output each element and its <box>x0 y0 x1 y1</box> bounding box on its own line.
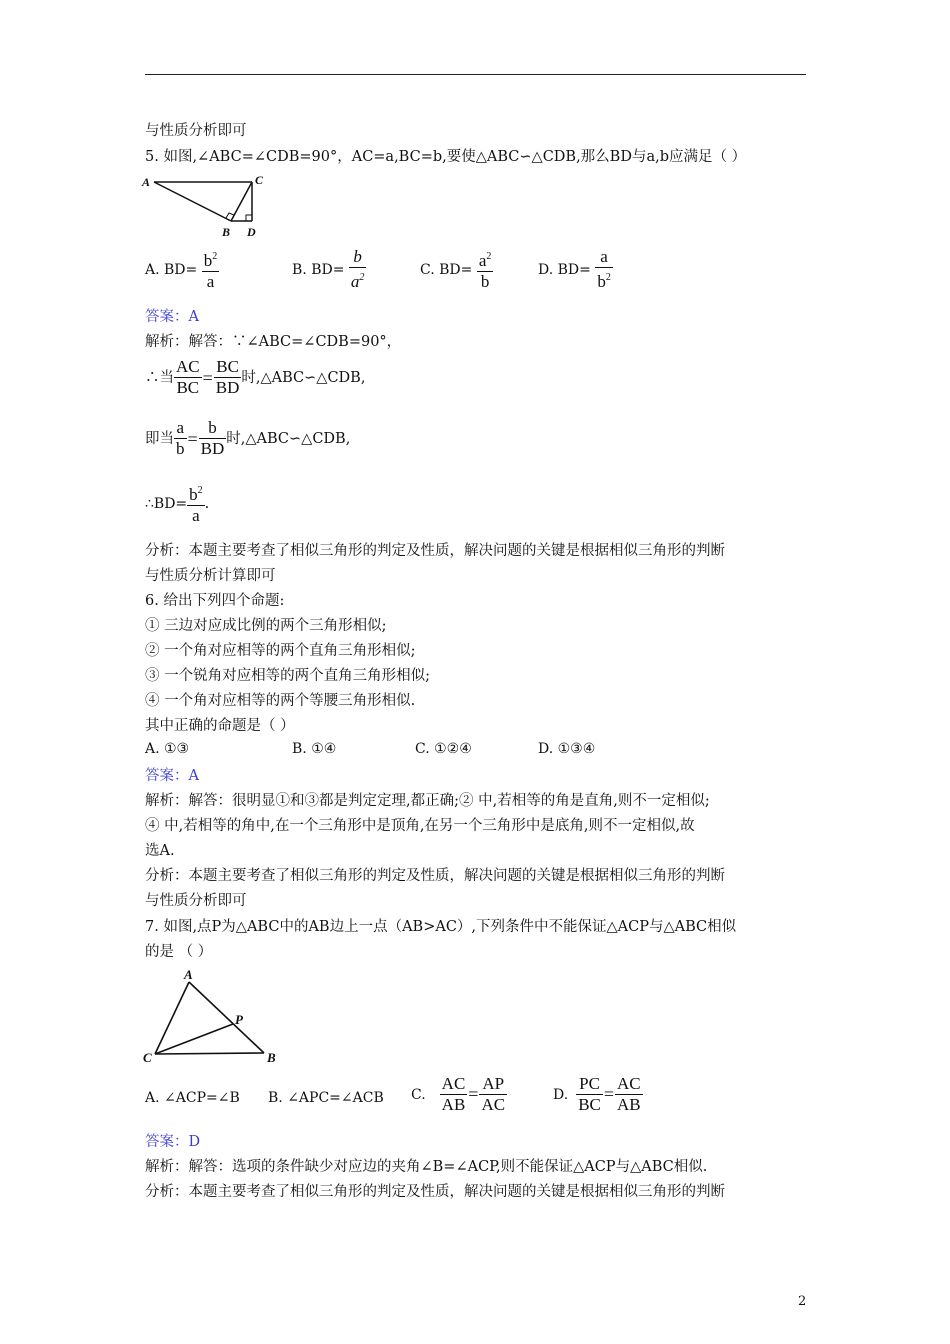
q7-option-c: C. $\frac{AC}{AB}$ = $\frac{AP}{AC}$ <box>411 1074 506 1114</box>
q7-option-b: B. ∠APC=∠ACB <box>268 1090 384 1106</box>
q6-analysis-3: 选A. <box>145 843 175 859</box>
q7-fenxi-1: 分析：本题主要考查了相似三角形的判定及性质，解决问题的关键是根据相似三角形的判断 <box>145 1184 725 1200</box>
q7-analysis: 解析：解答：选项的条件缺少对应边的夹角∠B=∠ACP,则不能保证△ACP与△ABC相似. <box>145 1159 708 1175</box>
q7-option-d: D. $\frac{PC}{BC}$ = $\frac{AC}{AB}$ <box>553 1074 641 1114</box>
q6-analysis-1: 解析：解答：很明显①和③都是判定定理,都正确;② 中,若相等的角是直角,则不一定相似; <box>145 793 710 809</box>
q7-label-b: B <box>267 1050 276 1065</box>
continued-text: 与性质分析即可 <box>145 123 247 139</box>
q5-step3: ∴BD= $\frac{b^2}{a}$ . <box>145 481 209 526</box>
q6-item-2: ② 一个角对应相等的两个直角三角形相似; <box>145 643 416 659</box>
q5-seg-ab <box>154 182 231 221</box>
q6-item-1: ① 三边对应成比例的两个三角形相似; <box>145 618 387 634</box>
q5-option-a <box>145 247 219 292</box>
q7-figure <box>140 965 285 1065</box>
q7-seg-cb <box>155 1053 264 1054</box>
header-rule <box>145 74 806 75</box>
q7-label-c: C <box>143 1050 152 1065</box>
q5-figure <box>140 170 270 240</box>
q5-option-c-frac: $\frac{a^2}{b}$ <box>477 247 494 292</box>
q5-option-b-frac: $\frac{b}{a^2}$ <box>350 247 365 291</box>
q6-item-4: ④ 一个角对应相等的两个等腰三角形相似. <box>145 693 416 709</box>
q5-stem: 5. 如图,∠ABC=∠CDB=90°，AC=a,BC=b,要使△ABC∽△CDB,那么BD与a,b应满足（ ） <box>145 149 747 165</box>
q7-answer: 答案：D <box>145 1134 201 1150</box>
q5-step1: ∴当 $\frac{AC}{BC}$ = $\frac{BC}{BD}$ 时,△ABC∽△CDB, <box>145 357 366 397</box>
q5-right-angle-d <box>246 215 252 221</box>
q5-option-d-label: D. BD= <box>538 261 591 278</box>
q5-analysis-intro: 解析：解答：∵∠ABC=∠CDB=90°， <box>145 334 402 350</box>
q6-item-3: ③ 一个锐角对应相等的两个直角三角形相似; <box>145 668 430 684</box>
q7-seg-ab <box>189 982 264 1053</box>
q7-label-a: A <box>184 967 193 982</box>
q5-option-d <box>538 247 613 292</box>
q6-fenxi-1: 分析：本题主要考查了相似三角形的判定及性质，解决问题的关键是根据相似三角形的判断 <box>145 868 725 884</box>
q7-option-a: A. ∠ACP=∠B <box>145 1090 240 1106</box>
q5-step2: 即当 $\frac{a}{b}$ = $\frac{b}{BD}$ 时,△ABC∽△CDB, <box>145 418 351 458</box>
q5-label-c: C <box>255 173 264 187</box>
q6-option-c: C. ①②④ <box>415 741 472 757</box>
q5-option-c <box>420 247 493 292</box>
q7-stem-1: 7. 如图,点P为△ABC中的AB边上一点（AB>AC）,下列条件中不能保证△ACP与△ABC相似 <box>145 919 737 935</box>
q5-label-a: A <box>142 175 151 189</box>
q6-option-b: B. ①④ <box>292 741 337 757</box>
q5-fenxi-1: 分析：本题主要考查了相似三角形的判定及性质，解决问题的关键是根据相似三角形的判断 <box>145 543 725 559</box>
q6-fenxi-2: 与性质分析即可 <box>145 893 247 909</box>
q6-answer: 答案：A <box>145 768 199 784</box>
q7-stem-2: 的是 （ ） <box>145 944 213 960</box>
q5-option-a-label: A. BD= <box>145 261 198 278</box>
q5-label-d: D <box>247 225 256 239</box>
q5-option-a-frac: $\frac{b^2}{a}$ <box>202 247 220 292</box>
q5-option-b-label: B. BD= <box>292 261 345 278</box>
q5-label-b: B <box>222 225 231 239</box>
q6-option-d: D. ①③④ <box>538 741 596 757</box>
q6-option-a: A. ①③ <box>145 741 190 757</box>
q6-stem: 6. 给出下列四个命题: <box>145 593 285 609</box>
q6-analysis-2: ④ 中,若相等的角中,在一个三角形中是顶角,在另一个三角形中是底角,则不一定相似,故 <box>145 818 695 834</box>
q6-question: 其中正确的命题是（ ） <box>145 718 295 734</box>
q5-answer: 答案：A <box>145 309 199 325</box>
q5-fenxi-2: 与性质分析计算即可 <box>145 568 276 584</box>
q7-label-p: P <box>235 1012 243 1027</box>
q5-option-d-frac: $\frac{a}{b^2}$ <box>597 247 611 291</box>
q5-option-c-label: C. BD= <box>420 261 473 278</box>
q5-option-b <box>292 247 366 292</box>
page-number: 2 <box>798 1294 807 1309</box>
